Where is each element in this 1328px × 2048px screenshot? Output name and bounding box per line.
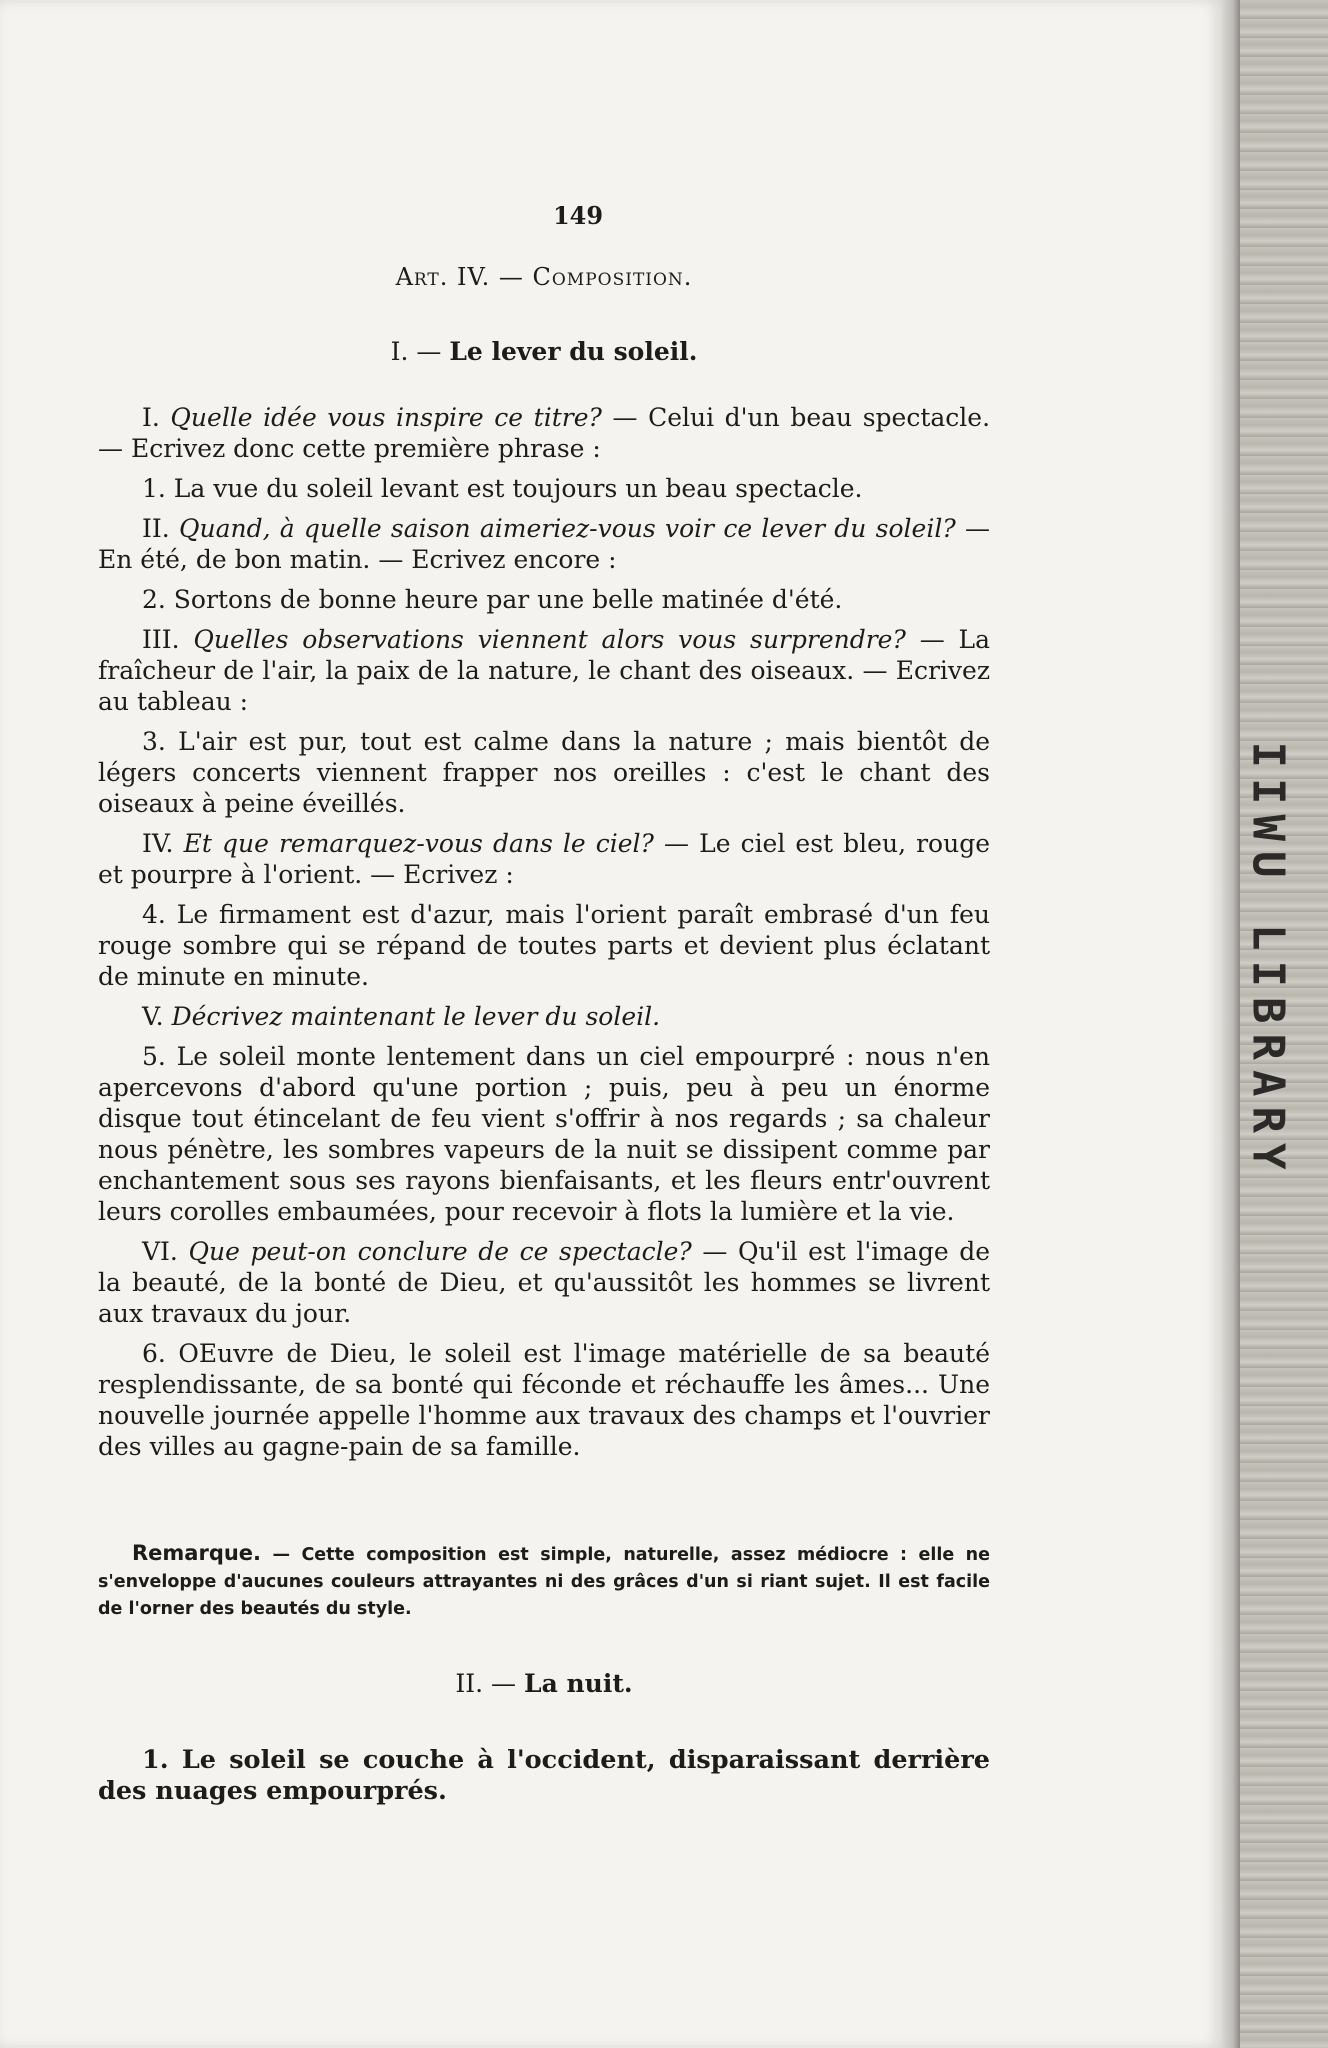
paragraph-lead: 5. [142, 1042, 166, 1071]
paragraph [98, 726, 990, 819]
page-number: 149 [552, 201, 604, 230]
paragraph [98, 584, 990, 615]
article-heading: Art. IV. — Composition. [395, 263, 693, 291]
paragraph-lead: 2. [142, 585, 166, 614]
paragraph-text: La vue du soleil levant est toujours un beau spectacle. [165, 474, 863, 503]
paragraph-lead: I. [142, 403, 160, 432]
paragraph-text: — En été, de bon matin. — Ecrivez encore : [98, 514, 990, 574]
paragraph-lead: 1. [142, 474, 166, 503]
paragraph-lead: V. [142, 1002, 164, 1031]
paragraph-text: — Celui d'un beau spectacle. — Ecrivez donc cette première phrase : [98, 403, 991, 463]
paragraph [98, 473, 990, 504]
paragraph-text: Sortons de bonne heure par une belle matinée d'été. [165, 585, 843, 614]
remark-label: Remarque. [132, 1541, 262, 1565]
section-title-text: Le lever du soleil. [449, 337, 698, 366]
remark-text: — Cette composition est simple, naturelle, assez médiocre : elle ne s'enveloppe d'aucunes couleurs attrayantes ni des grâces d'un si riant sujet. Il est facile de l'orner des beautés du style. [98, 1545, 990, 1619]
paragraph-question: Décrivez maintenant le lever du soleil. [171, 1002, 661, 1031]
library-stamp [1226, 700, 1310, 1220]
paragraph-question: Que peut-on conclure de ce spectacle? [188, 1237, 692, 1266]
paragraph-lead: VI. [142, 1237, 178, 1266]
paragraph [98, 1745, 990, 1807]
section-2-body [98, 1745, 990, 1816]
paragraph-lead: 1. [142, 1745, 169, 1775]
paragraph-text: Le soleil monte lentement dans un ciel empourpré : nous n'en apercevons d'abord qu'une portion ; puis, peu à peu un énorme disque tout étincelant de feu vient s'offrir à nos regards ; sa chaleur nous pénètre, les sombres vapeurs de la nuit se dissipent comme par enchantement sous ses rayons bienfaisants, et les fleurs entr'ouvrent leurs corolles embaumées, pour recevoir à flots la lumière et la vie. [98, 1042, 990, 1226]
paragraph-text: — La fraîcheur de l'air, la paix de la nature, le chant des oiseaux. — Ecrivez au tableau : [98, 625, 991, 716]
paragraph-question: Quelle idée vous inspire ce titre? [170, 403, 602, 432]
paragraph [98, 624, 990, 717]
paragraph [98, 899, 990, 992]
paragraph [98, 513, 990, 575]
paragraph-question: Et que remarquez-vous dans le ciel? [183, 829, 654, 858]
paragraph [98, 828, 990, 890]
section-title-2 [98, 1668, 990, 1699]
library-stamp-text: IIWU LIBRARY [1242, 741, 1294, 1179]
paragraph-lead: II. [142, 514, 170, 543]
paragraph-text: Le soleil se couche à l'occident, disparaissant derrière des nuages empourprés. [98, 1745, 990, 1806]
paragraph-question: Quand, à quelle saison aimeriez-vous voir ce lever du soleil? [178, 514, 956, 543]
paragraph [98, 1338, 990, 1462]
paragraph-text: Le firmament est d'azur, mais l'orient paraît embrasé d'un feu rouge sombre qui se répand de toutes parts et devient plus éclatant de minute en minute. [98, 900, 990, 991]
paragraph-text: — Qu'il est l'image de la beauté, de la bonté de Dieu, et qu'aussitôt les hommes se livrent aux travaux du jour. [98, 1237, 991, 1328]
paragraph [98, 402, 990, 464]
paragraph-text: OEuvre de Dieu, le soleil est l'image matérielle de sa beauté resplendissante, de sa bonté qui féconde et réchauffe les âmes... Une nouvelle journée appelle l'homme aux travaux des champs et l'ouvrier des villes au gagne-pain de sa famille. [98, 1339, 990, 1461]
paragraph-lead: 4. [142, 900, 166, 929]
paragraph-question: Quelles observations viennent alors vous surprendre? [193, 625, 906, 654]
section-numeral: I. — [390, 337, 442, 366]
remark-note [98, 1540, 990, 1623]
paragraph [98, 1236, 990, 1329]
paragraph-lead: 3. [142, 727, 166, 756]
section-numeral: II. — [455, 1669, 517, 1698]
paragraph [98, 1041, 990, 1227]
section-1-body [98, 402, 990, 1471]
paragraph-text: — Le ciel est bleu, rouge et pourpre à l'orient. — Ecrivez : [98, 829, 990, 889]
section-title-text: La nuit. [524, 1669, 633, 1698]
paragraph-lead: 6. [142, 1339, 166, 1368]
paragraph-lead: IV. [142, 829, 174, 858]
paragraph-text: L'air est pur, tout est calme dans la nature ; mais bientôt de légers concerts viennent frapper nos oreilles : c'est le chant des oiseaux à peine éveillés. [98, 727, 990, 818]
paragraph [98, 1001, 990, 1032]
paragraph-lead: III. [142, 625, 180, 654]
section-title-1 [98, 336, 990, 367]
